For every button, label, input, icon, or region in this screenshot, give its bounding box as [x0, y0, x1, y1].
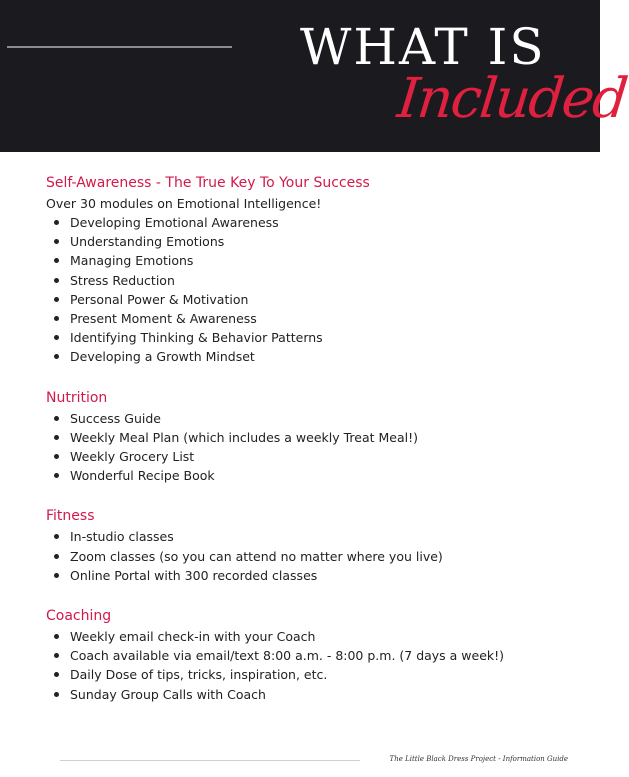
list-item: Weekly Grocery List	[46, 447, 586, 466]
list-item: Developing a Growth Mindset	[46, 347, 586, 366]
list-item: Developing Emotional Awareness	[46, 213, 586, 232]
content	[46, 174, 586, 726]
section-title: Coaching	[46, 608, 112, 625]
bullet-list	[46, 627, 586, 704]
list-item: Coach available via email/text 8:00 a.m. - 8:00 p.m. (7 days a week!)	[46, 646, 586, 665]
list-item: Sunday Group Calls with Coach	[46, 685, 586, 704]
list-item: Zoom classes (so you can attend no matter where you live)	[46, 547, 586, 566]
list-item: Personal Power & Motivation	[46, 290, 586, 309]
section-coaching	[46, 607, 586, 704]
footer-caption: The Little Black Dress Project - Information Guide	[389, 755, 568, 763]
list-item: Weekly Meal Plan (which includes a weekly Treat Meal!)	[46, 428, 586, 447]
bullet-list	[46, 213, 586, 367]
header-divider	[7, 46, 232, 48]
section-title: Fitness	[46, 508, 95, 525]
section-nutrition	[46, 389, 586, 486]
section-self-awareness	[46, 174, 586, 367]
section-title: Nutrition	[46, 389, 108, 406]
section-fitness	[46, 507, 586, 585]
list-item: Managing Emotions	[46, 251, 586, 270]
bullet-list	[46, 409, 586, 486]
footer-divider	[60, 760, 360, 761]
list-item: In-studio classes	[46, 527, 586, 546]
list-item: Daily Dose of tips, tricks, inspiration, etc.	[46, 665, 586, 684]
list-item: Identifying Thinking & Behavior Patterns	[46, 328, 586, 347]
page-title: WHAT IS	[300, 18, 546, 76]
section-intro: Over 30 modules on Emotional Intelligence!	[46, 196, 322, 211]
header-banner	[0, 0, 629, 152]
list-item: Success Guide	[46, 409, 586, 428]
bullet-list	[46, 527, 586, 585]
page-subtitle-script: Included	[394, 66, 629, 130]
list-item: Stress Reduction	[46, 271, 586, 290]
list-item: Understanding Emotions	[46, 232, 586, 251]
list-item: Present Moment & Awareness	[46, 309, 586, 328]
list-item: Wonderful Recipe Book	[46, 466, 586, 485]
section-title: Self-Awareness - The True Key To Your Success	[46, 175, 370, 191]
list-item: Online Portal with 300 recorded classes	[46, 566, 586, 585]
list-item: Weekly email check-in with your Coach	[46, 627, 586, 646]
